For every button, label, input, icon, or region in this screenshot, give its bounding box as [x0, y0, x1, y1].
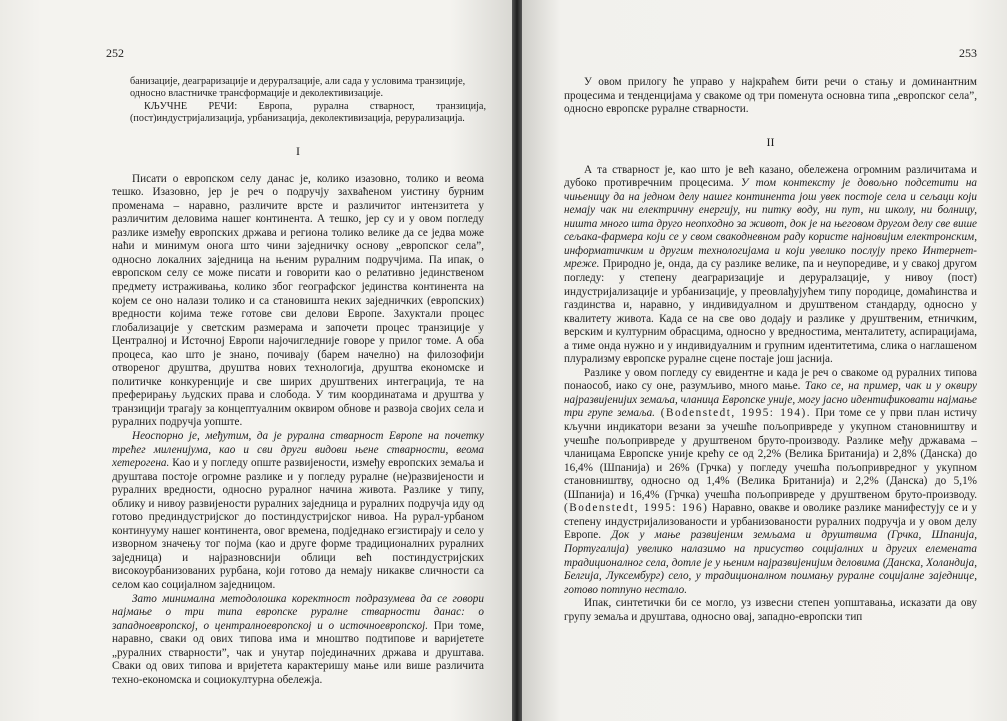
italic-text: У том контексту је довољно подсетити на чињеницу да на једном делу нашег континента још увек постоје села и сељаци који немају чак ни електричну енергију, ни питку воду, ни пут, ни школу, ни болницу, ништа много шта друго неопходно за живот, док је на његовом другом делу све више сељака-фармера који се у свом свакодневном раду користе најновијим електронским, информатичким и другим технологијама и који увелико послују преко Интернет-мреже. — [564, 177, 977, 271]
italic-text: Док у мање развијеним земљама и друштвима (Грчка, Шпанија, Португалија) увелико налазимо на присуство социјалних и других елемената традиционалног села, дотле је у њеним најразвијенијим деловима (Данска, Холандија, Белгија, Луксембург) село, у традиционалном поимању руралне социјалне заједнице, готово потпуно нестало. — [564, 529, 977, 596]
text: А та стварност је, као што је већ казано, обележена огромним различитама и дубоко противречним процесима. — [564, 163, 977, 190]
abstract-line: односно властничке трансформације и деколективизације. — [130, 88, 384, 100]
page-number: 252 — [106, 46, 124, 60]
text: При томе се у први план истичу кључни индикатори везани за учешће пољопривреде у укупном становништву и учешће пољопривреде у друштвеном бруто-производу. Разлике међу државама – чланицама Европске уније крећу се од 2,2% (Велика Британија) и 2,8% (Данска) до 16,4% (Шпанија) и 26% (Грчка) у погледу учешћа пољопривредног у укупном становништву, односно од 1,4% (Велика Британија) и 2,2% (Данска) до 5,1% (Шпанија) и 16,4% (Грчка) учешћа пољопривреде у друштвеном бруто-производу. — [564, 407, 977, 501]
text: Природно је, онда, да су разлике велике, па и неупоредиве, и у свакој другом погледу: у степену деаграризације и деруралзације, у нивоу (пост) индустријализације и урбанизације, у преовлађујућем типу породице, домаћинства и газдинства и, наравно, у индивидуалном и друштвеном стандарду, односно у квалитету живота. Када се на све ово додају и разлике у друштвеним, етничким, верским и културним обрасцима, односно у вредностима, менталитету, аспирацијама, а тиме онда нужно и у индивидуалним и групним идентитетима, слика о наглашеном плурализму европске руралне сцене постаје још јаснија. — [564, 258, 977, 366]
abstract-line: банизације, деаграризације и деруралзације, али сада у условима транзиције, — [130, 76, 466, 87]
paragraph — [564, 367, 977, 597]
italic-text: Неоспорно је, међутим, да је рурална стварност Европе на почетку трећег миленијума, као и сви други видови њене стварности, веома хетерогена. — [112, 430, 484, 470]
book-gutter — [512, 0, 522, 721]
body-text — [564, 164, 977, 625]
keywords: КЉУЧНЕ РЕЧИ: Европа, рурална стварност, транзиција, (пост)индустријализација, урбанизација, деколективизација, рерурализација. — [130, 100, 486, 125]
text: Наравно, овакве и оволике разлике манифестују се и у степену индустријализованости и урбанизованости руралних подручја и у овом делу Европе. — [564, 502, 977, 542]
citation: (Bodenstedt, 1995: 196) — [564, 502, 709, 515]
paragraph — [112, 430, 484, 593]
abstract-block — [130, 76, 486, 126]
citation: (Bodenstedt, 1995: 194). — [654, 407, 811, 420]
body-text — [564, 76, 977, 117]
section-heading: II — [766, 134, 775, 149]
paragraph: Писати о европском селу данас је, колико изазовно, толико и веома тешко. Изазовно, јер је реч о подручју захваћеном уистину бурним променама – наравно, различите врсте и различитог интензитета у различитим деловима нашег континента. А тешко, јер су и у овом погледу разлике између европских држава и региона толико велике да се једва може наћи и минимум онога што чини заједничку основу „европског села”, односно локалних заједница на њеним руралним подручјима. Па ипак, о европском селу се може писати и говорити као о релативно јединственом предмету истраживања, колико због географског јединства континента на којем се оно налази толико и са становишта неких заједничких (европских) вредности којима теже готове сви делови Европе. Захуктали процес глобализације у светским размерама и започети процес транзиције у Централној и Источној Европи најочигледније говоре у прилог томе. А оба процеса, као што је знано, почивају (барем начелно) на филозофији отвореног друштва, друштва нових технологија, друштва економске и политичке конкуренције и све ширих друштвених интеграција, те на преферирању људских права и слобода. У тим координатама и друштва у транзицији трагају за концептуалним оквиром обнове и развоја својих села и руралних подручја уопште. — [112, 172, 484, 429]
paragraph — [564, 164, 977, 367]
page-number: 253 — [959, 46, 977, 60]
text: Као и у погледу опште развијености, између европских земаља и друштава постоје огромне разлике и у погледу руралне (не)развијености и руралних вредности, односно руралног начина живота. Разлике у типу, облику и нивоу развијености руралних заједница и руралних подручја иду од готово прединдустријског до постиндустријског нивоа. На рурал-урбаном континууму нашег континента, овог времена, подједнако егзистирају и село у изворном значењу тог појма (као и друге форме традиционалних руралних заједница) и најразновснији облици већ постиндустријских високоурбанизованих рурбана, који готово да немају никакве сличности са селом као социјалном заједницом. — [112, 457, 484, 592]
italic-text: Зато минимална методолошка коректност подразумева да се говори најмање о три типа европске руралне стварности данас: о западноевропској, о централноевропској и о источноевропској. — [112, 592, 484, 632]
paragraph: У овом прилогу ће управо у најкраћем бити речи о стању и доминантним процесима и тенденцијама у свакоме од три поменута основна типа „европског села”, односно европске руралне стварности. — [564, 76, 977, 116]
italic-text: Тако се, на пример, чак и у оквиру најразвијенијих земаља, чланица Европске уније, могу јасно идентификовати најмање три групе земаља. — [564, 380, 977, 420]
paragraph — [112, 593, 484, 688]
paragraph: Ипак, синтетички би се могло, уз извесни степен уопштавања, исказати да ову групу земаља и друштава, односно овај, западно-европски тип — [564, 597, 977, 623]
section-heading: I — [296, 143, 300, 158]
text: Разлике у овом погледу су евидентне и када је реч о свакоме од руралних типова понаособ, иако су оне, разумљиво, много мање. — [564, 366, 977, 393]
right-page — [522, 0, 1007, 721]
text: При томе, наравно, сваки од ових типова има и мноштво подтипове и варијетете „руралних стварности”, чак и унутар појединачних држава и друштава. Сваки од ових типова и вријетета карактеришу мање или више различита техно-економска и социокултурна обележја. — [112, 619, 485, 686]
body-text — [112, 173, 484, 688]
